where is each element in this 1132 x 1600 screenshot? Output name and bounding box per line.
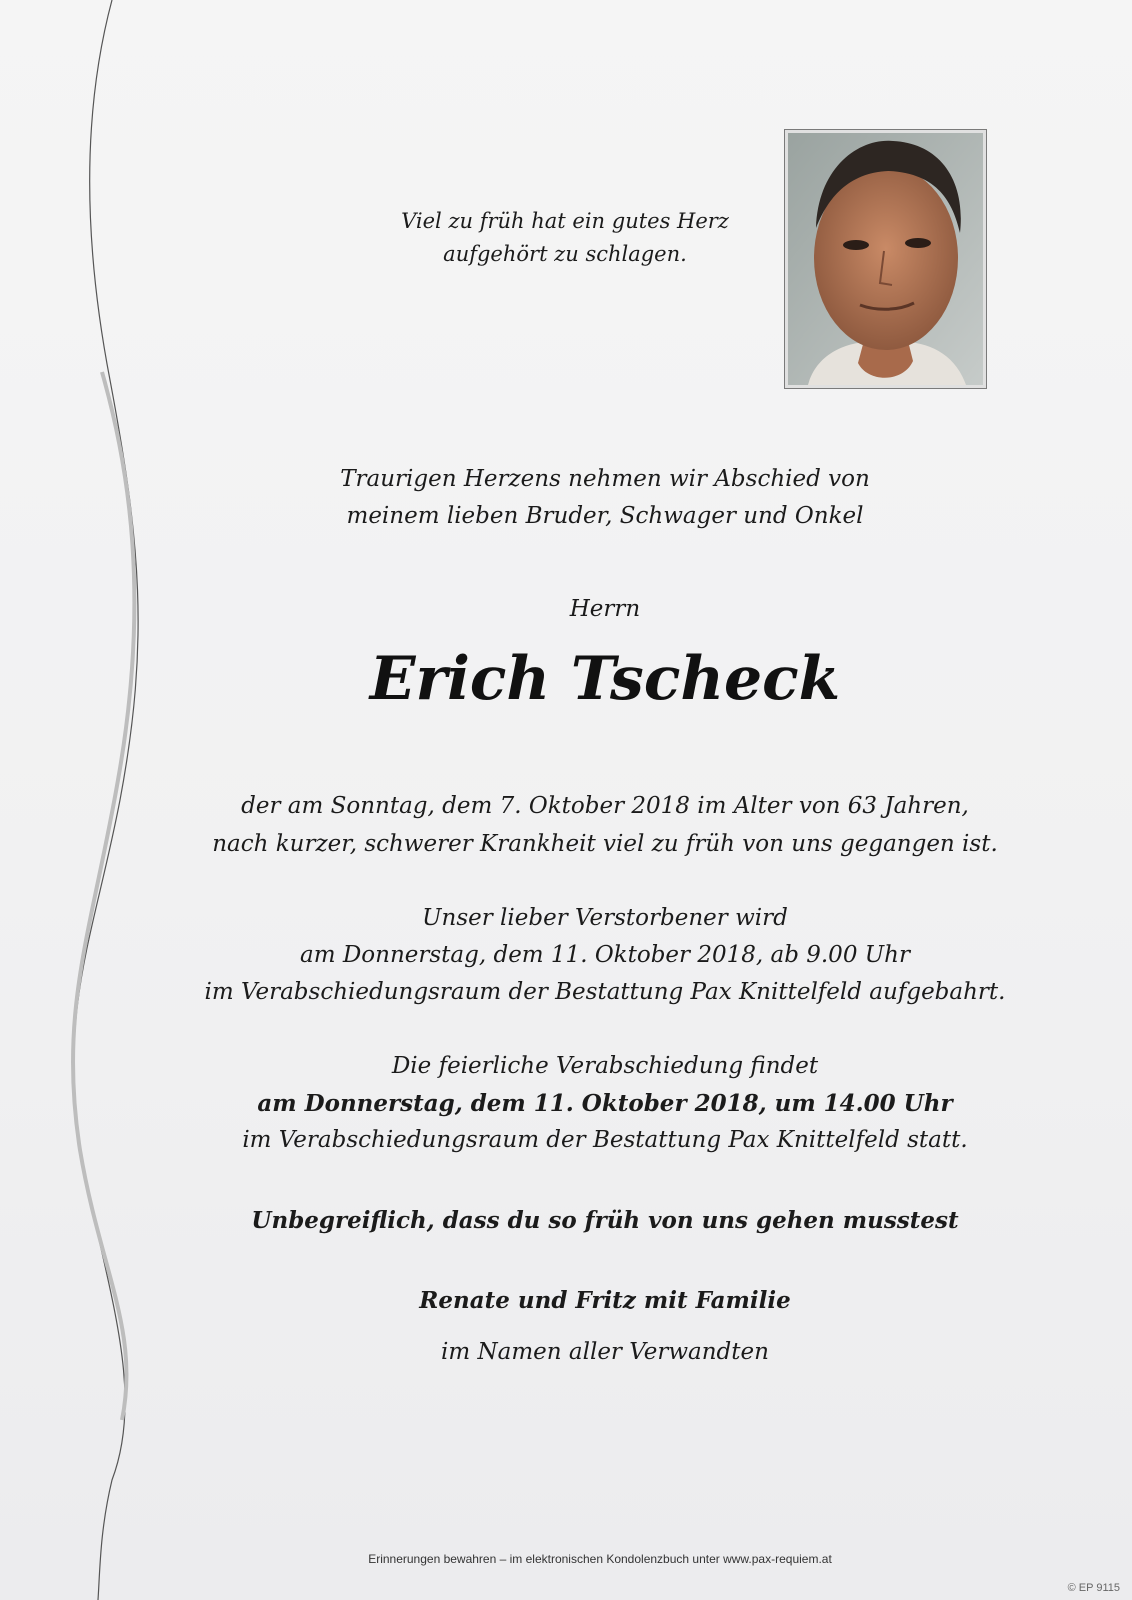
document-code: © EP 9115 [1067, 1582, 1120, 1594]
ceremony-line: im Verabschiedungsraum der Bestattung Pax Knittelfeld statt. [242, 1127, 968, 1153]
death-notice [200, 787, 1010, 863]
ceremony-notice [200, 1048, 1010, 1159]
ceremony-line: Die feierliche Verabschiedung findet [391, 1053, 819, 1079]
intro-text [300, 461, 910, 535]
family-signature: Renate und Fritz mit Familie [419, 1287, 791, 1314]
relatives-line: im Namen aller Verwandten [441, 1339, 769, 1365]
motto-line: aufgehört zu schlagen. [443, 242, 687, 266]
farewell-quote: Unbegreiflich, dass du so früh von uns gehen musstest [251, 1207, 959, 1234]
intro-line: meinem lieben Bruder, Schwager und Onkel [346, 503, 864, 529]
deceased-name: Erich Tscheck [369, 644, 841, 714]
laying-out-line: Unser lieber Verstorbener wird [422, 905, 788, 931]
intro-line: Traurigen Herzens nehmen wir Abschied von [340, 466, 870, 492]
footer-condolence-note: Erinnerungen bewahren – im elektronischen Kondolenzbuch unter www.pax-requiem.at [368, 1552, 832, 1566]
motto-text [392, 205, 738, 271]
motto-line: Viel zu früh hat ein gutes Herz [401, 209, 729, 233]
ceremony-date: am Donnerstag, dem 11. Oktober 2018, um 14.00 Uhr [257, 1090, 953, 1117]
death-notice-line: der am Sonntag, dem 7. Oktober 2018 im Alter von 63 Jahren, [241, 793, 969, 819]
portrait-photo [784, 129, 987, 389]
laying-out-line: am Donnerstag, dem 11. Oktober 2018, ab 9.00 Uhr [300, 942, 910, 968]
laying-out-line: im Verabschiedungsraum der Bestattung Pax Knittelfeld aufgebahrt. [204, 979, 1006, 1005]
decorative-wave-line [0, 0, 180, 1600]
death-notice-line: nach kurzer, schwerer Krankheit viel zu früh von uns gegangen ist. [212, 831, 998, 857]
salutation: Herrn [569, 596, 641, 622]
laying-out-notice [200, 900, 1010, 1011]
